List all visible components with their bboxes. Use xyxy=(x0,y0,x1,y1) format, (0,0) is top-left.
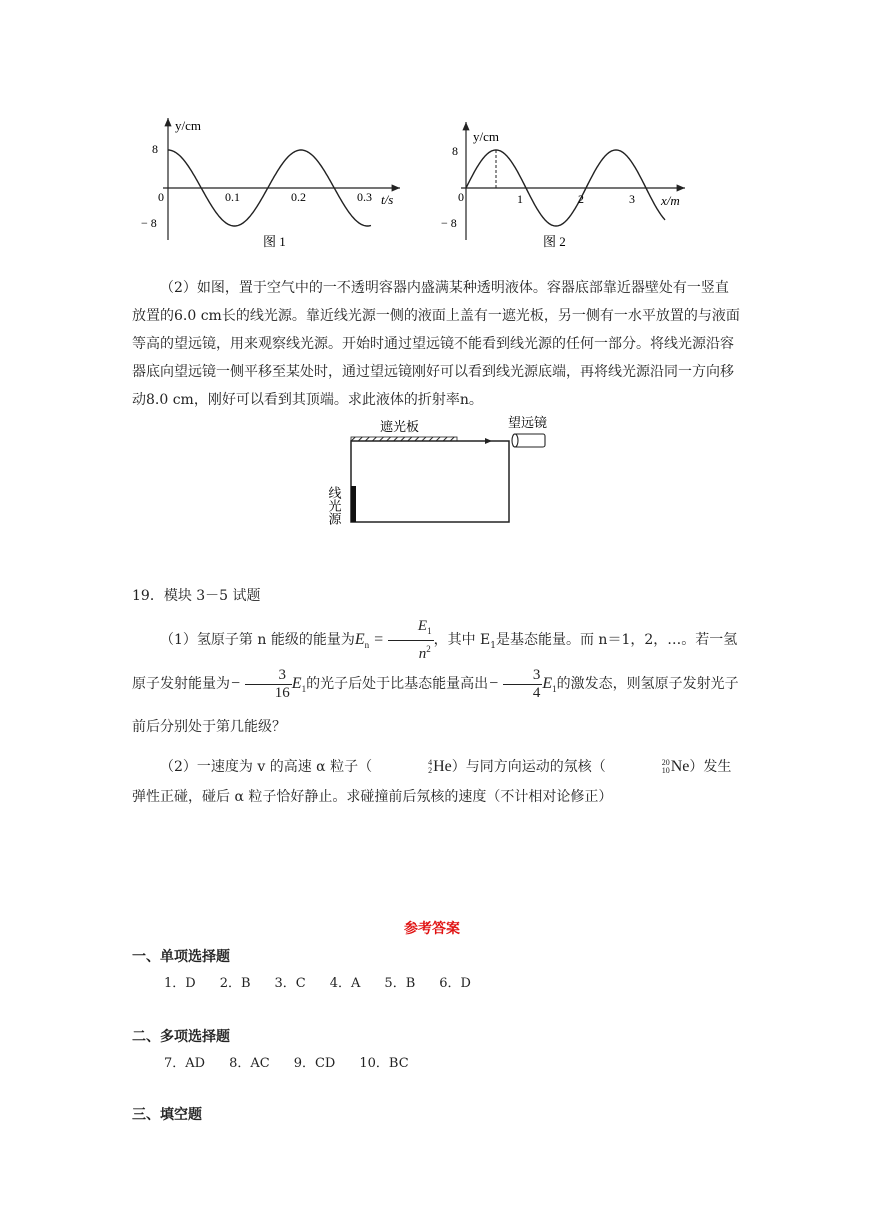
fig2-y-tick-zero: 0 xyxy=(458,190,464,204)
container-box xyxy=(351,441,509,522)
fig1-y-tick-zero: 0 xyxy=(158,190,164,204)
photon-energy-fraction: − $\frac{3}{16}$ $E_1$ xyxy=(230,666,307,701)
answer-item: 9．CD xyxy=(293,1056,336,1071)
fig1-y-label: y/cm xyxy=(175,118,201,133)
answer-item: 8．AC xyxy=(229,1056,270,1071)
source-label: 线光源 xyxy=(326,486,342,525)
answer-item: 1．D xyxy=(164,976,196,991)
excitation-energy-fraction: − $\frac{3}{4}$ $E_1$ xyxy=(488,666,557,701)
fig1-y-tick-top: 8 xyxy=(152,142,158,156)
energy-formula: $E_n$ = $\frac{E_1}{n^2}$ xyxy=(354,618,432,662)
fig1-x-tick-2: 0.2 xyxy=(291,190,306,204)
shield-plate xyxy=(351,437,457,441)
figure-1-time-graph xyxy=(135,112,415,254)
fig2-caption: 图 2 xyxy=(543,234,566,249)
fig2-y-label: y/cm xyxy=(473,129,499,144)
fig1-x-tick-3: 0.3 xyxy=(357,190,372,204)
answers-title: 参考答案 xyxy=(404,921,460,937)
answers-section-1-list xyxy=(164,972,495,991)
fig2-y-tick-top: 8 xyxy=(452,144,458,158)
fig2-x-label: x/m xyxy=(661,193,680,208)
line-light-source xyxy=(351,486,356,522)
answers-section-2-list xyxy=(164,1052,433,1071)
answer-item: 3．C xyxy=(274,976,306,991)
fig2-y-tick-bottom: − 8 xyxy=(441,216,457,230)
helium-nucleus-symbol: 4 2 He xyxy=(428,758,452,776)
neon-nucleus-symbol: 20 10 Ne xyxy=(661,758,690,776)
answer-item: 10．BC xyxy=(359,1056,409,1071)
section-19-title: 19．模块 3－5 试题 xyxy=(132,588,261,604)
answer-item: 2．B xyxy=(219,976,251,991)
fig1-x-tick-1: 0.1 xyxy=(225,190,240,204)
answer-item: 4．A xyxy=(329,976,361,991)
container-figure xyxy=(326,412,560,530)
fig1-caption: 图 1 xyxy=(263,234,286,249)
telescope-label: 望远镜 xyxy=(508,415,548,430)
answers-section-2-title: 二、多项选择题 xyxy=(132,1029,230,1045)
answers-section-3-title: 三、填空题 xyxy=(132,1107,202,1123)
answer-item: 5．B xyxy=(384,976,416,991)
figure-2-space-graph xyxy=(433,112,703,254)
fig1-y-tick-bottom: − 8 xyxy=(141,216,157,230)
fig2-x-tick-3: 3 xyxy=(629,192,635,206)
telescope-icon xyxy=(512,434,545,447)
fig2-x-tick-2: 2 xyxy=(578,192,584,206)
question-2-optics-text: （2）如图，置于空气中的一不透明容器内盛满某种透明液体。容器底部靠近器壁处有一竖直放置的6.0 cm长的线光源。靠近线光源一侧的液面上盖有一遮光板，另一侧有一水平放置的与液面等高的望远镜，用来观察线光源。开始时通过望远镜不能看到线光源的任何一部分。将线光源沿容器底向望远镜一侧平移至某处时，通过望远镜刚好可以看到线光源底端，再将线光源沿同一方向移动8.0 cm，刚好可以看到其顶端。求此液体的折射率n。 xyxy=(132,280,740,408)
fig1-x-label: t/s xyxy=(381,192,394,207)
section-19-question-2: （2）一速度为 v 的高速 α 粒子（ 4 2 He）与同方向运动的氖核（ 20 10 Ne）发生弹性正碰，碰后 α 粒子恰好静止。求碰撞前后氖核的速度（不计相对论修正） xyxy=(132,752,742,812)
shield-label: 遮光板 xyxy=(380,419,420,434)
answers-section-1-title: 一、单项选择题 xyxy=(132,949,230,965)
answer-item: 6．D xyxy=(439,976,471,991)
fig2-x-tick-1: 1 xyxy=(517,192,523,206)
section-19-question-1: （1）氢原子第 n 能级的能量为$E_n$ = $\frac{E_1}{n^2}$ ，其中 $E_1$是基态能量。而 n＝1，2，…。若一氢原子发射能量为− $\frac{3}{16}$ $E_1$的光子后处于比基态能量高出− $\frac{3}{4}$ $E_1$的激发态，则氢原子发射光子前后分别处于第几能级？ xyxy=(132,618,739,736)
answer-item: 7．AD xyxy=(164,1056,206,1071)
